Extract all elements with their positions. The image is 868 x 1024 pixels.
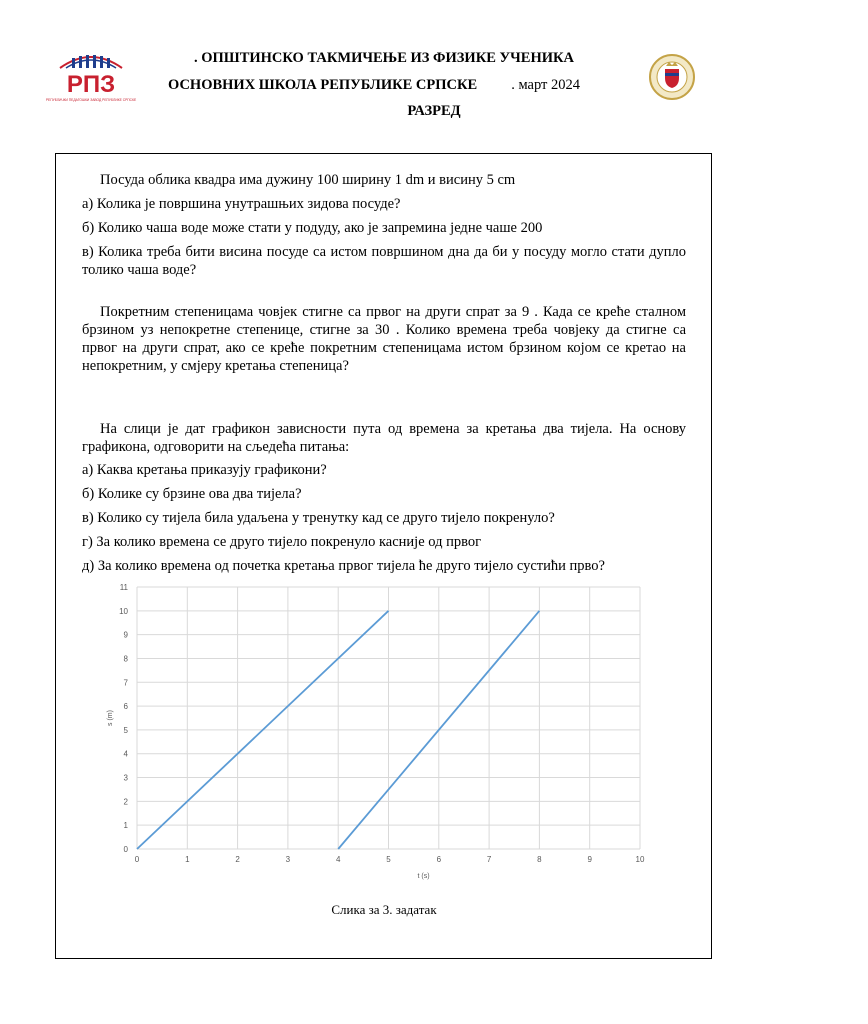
y-tick-label: 8 (123, 654, 128, 664)
y-tick-label: 2 (123, 797, 128, 807)
task2-text: Покретним степеницама човјек стигне са првог на други спрат за 9 . Када се креће сталном брзином уз непокретне степенице, стигне за 30 . Колико времена треба човјеку да стигне са првог на други спрат, ако се креће покретним степеницама истом брзином којом се кретао на непокретним, у смјеру кретања степеница? (82, 304, 686, 374)
x-axis-label: t (s) (417, 873, 430, 880)
y-tick-label: 11 (119, 583, 128, 592)
y-tick-label: 5 (123, 725, 128, 735)
header-line-2 (168, 77, 580, 94)
x-tick-label: 0 (134, 855, 140, 864)
task1-intro: Посуда облика квадра има дужину 100 ширину 1 dm и висину 5 cm (100, 172, 516, 188)
header-line-1: . ОПШТИНСКО ТАКМИЧЕЊЕ ИЗ ФИЗИКЕ УЧЕНИКА (193, 50, 575, 66)
x-tick-label: 6 (436, 855, 442, 864)
figure-caption: Слика за 3. задатак (331, 902, 437, 917)
x-tick-label: 10 (635, 855, 645, 864)
logo-caption: РЕПУБЛИЧКИ ПЕДАГОШКИ ЗАВОД РЕПУБЛИКЕ СРПСКЕ (45, 98, 137, 102)
task3-question-a: а) Каква кретања приказују графикони? (82, 462, 327, 478)
y-tick-label: 9 (123, 630, 128, 640)
y-tick-label: 0 (123, 845, 128, 854)
y-tick-label: 10 (119, 606, 128, 616)
task3-question-c: в) Колико су тијела била удаљена у тренутку кад се друго тијело покренуло? (82, 510, 555, 526)
distance-time-chart (100, 578, 660, 888)
y-axis-label: s (m) (107, 710, 114, 726)
task3-question-b: б) Колике су брзине ова два тијела? (82, 486, 302, 502)
task1-question-c: в) Колика треба бити висина посуде са истом површином дна да би у посуду могло стати дупло толико чаша воде? (82, 244, 686, 278)
y-tick-label: 4 (123, 749, 128, 759)
y-tick-label: 3 (123, 773, 128, 783)
task1-question-b: б) Колико чаша воде може стати у подуду, ако је запремина једне чаше 200 (82, 220, 543, 236)
x-tick-label: 8 (537, 855, 542, 864)
x-tick-label: 5 (386, 855, 391, 864)
y-tick-label: 1 (123, 821, 128, 831)
x-tick-label: 7 (486, 855, 492, 864)
task3-intro: На слици је дат графикон зависности пута од времена за кретања два тијела. На основу графикона, одговорити на сљедећа питања: (82, 421, 686, 455)
y-tick-label: 7 (123, 678, 128, 688)
task3-question-e: д) За колико времена од почетка кретања првог тијела ће друго тијело сустићи прво? (82, 558, 605, 574)
header-schools: ОСНОВНИХ ШКОЛА РЕПУБЛИКЕ СРПСКЕ (168, 77, 478, 93)
task1-question-a: а) Колика је површина унутрашњих зидова посуде? (82, 196, 401, 212)
header-grade: РАЗРЕД (407, 103, 461, 119)
x-tick-label: 2 (235, 855, 240, 864)
y-tick-label: 6 (123, 702, 128, 712)
x-tick-label: 9 (587, 855, 592, 864)
x-tick-label: 1 (185, 855, 190, 864)
task3-question-d: г) За колико времена се друго тијело покренуло касније од првог (82, 534, 482, 550)
x-tick-label: 3 (285, 855, 291, 864)
x-tick-label: 4 (335, 855, 341, 864)
header-date: . март 2024 (511, 77, 580, 93)
logo-lettering: РПЗ (66, 71, 116, 98)
